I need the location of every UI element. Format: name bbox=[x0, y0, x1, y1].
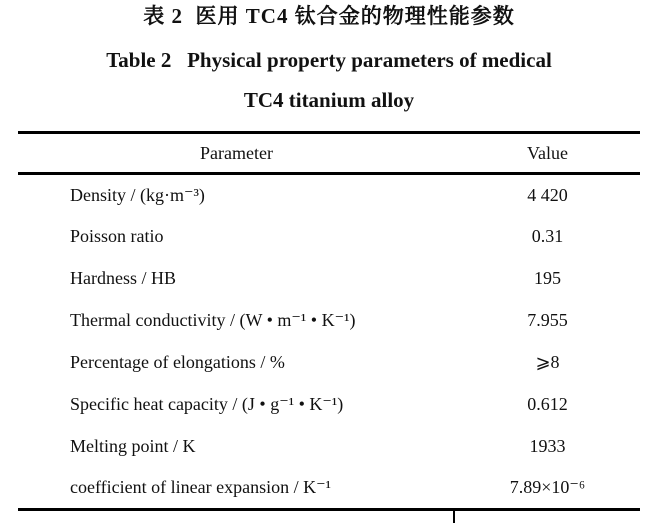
table-row bbox=[18, 426, 640, 468]
value-cell: 195 bbox=[534, 268, 561, 288]
physical-properties-table bbox=[18, 131, 640, 511]
value-cell: 4 420 bbox=[527, 184, 568, 205]
table-title-english-line2: TC4 titanium alloy bbox=[243, 88, 415, 112]
column-header-parameter: Parameter bbox=[200, 142, 273, 163]
parameter-cell: Hardness / HB bbox=[70, 268, 176, 288]
value-cell: 0.31 bbox=[531, 226, 564, 246]
parameter-cell: Specific heat capacity / (J • g⁻¹ • K⁻¹) bbox=[70, 394, 344, 414]
table-row bbox=[18, 258, 640, 300]
value-cell: 1933 bbox=[529, 436, 566, 456]
table-row bbox=[18, 468, 640, 510]
value-cell: ⩾8 bbox=[535, 352, 560, 372]
header-row bbox=[18, 133, 640, 174]
table-row bbox=[18, 342, 640, 384]
table-title-english-line1: Table 2 Physical property parameters of medical bbox=[106, 48, 552, 72]
value-cell: 7.89×10⁻⁶ bbox=[509, 477, 586, 498]
parameter-cell: Thermal conductivity / (W • m⁻¹ • K⁻¹) bbox=[70, 310, 356, 330]
table-row bbox=[18, 216, 640, 258]
table-body bbox=[18, 174, 640, 510]
table-row bbox=[18, 174, 640, 216]
table-row bbox=[18, 384, 640, 426]
table-title-chinese: 表 2 医用 TC4 钛合金的物理性能参数 bbox=[143, 4, 515, 28]
value-cell: 0.612 bbox=[527, 394, 568, 414]
column-header-value: Value bbox=[527, 142, 568, 163]
table-header bbox=[18, 133, 640, 174]
parameter-cell: Percentage of elongations / % bbox=[70, 352, 285, 372]
table-row bbox=[18, 300, 640, 342]
parameter-cell: coefficient of linear expansion / K⁻¹ bbox=[70, 477, 331, 498]
value-cell: 7.955 bbox=[527, 310, 568, 330]
parameter-cell: Melting point / K bbox=[70, 436, 196, 456]
parameter-cell: Density / (kg·m⁻³) bbox=[70, 184, 205, 205]
column-divider-tick bbox=[453, 511, 455, 523]
parameter-cell: Poisson ratio bbox=[70, 226, 164, 246]
